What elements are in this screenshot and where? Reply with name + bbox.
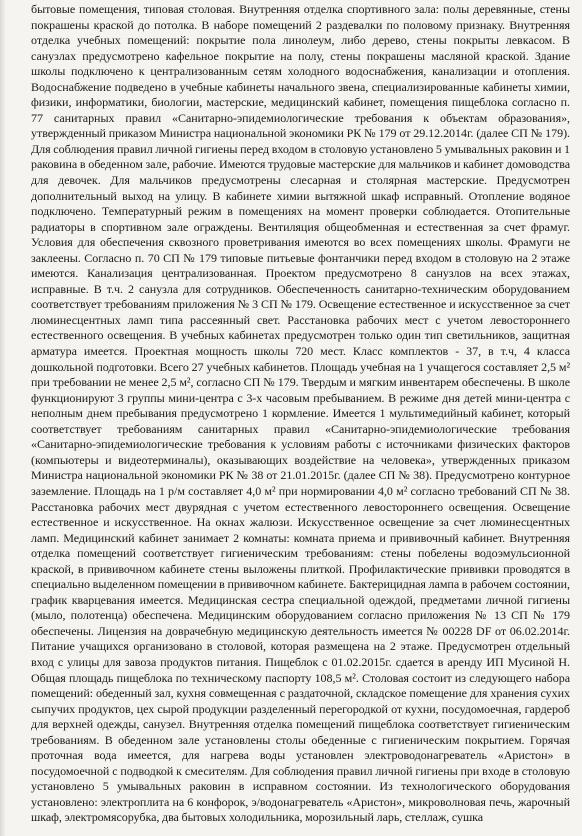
document-body-text: бытовые помещения, типовая столовая. Внутренняя отделка спортивного зала: полы деревянные, стены покрашены краской до потолка. В наборе помещений 2 раздевалки по половому признаку. Внутренняя отделка учебных помещений: покрытие пола линолеум, либо дерево, стены покрыты левкасом. В санузлах предусмотрено кафельное покрытие на полу, стены покрашены масляной краской. Здание школы подключено к централизованным сетям холодного водоснабжения, канализации и отопления. Водоснабжение подведено в учебные кабинеты начального звена, специализированные кабинеты химии, физики, информатики, биологии, мастерские, медицинский кабинет, помещения пищеблока согласно п. 77 санитарных правил «Санитарно-эпидемиологические требования к объектам образования», утвержденный приказом Министра национальной экономики РК № 179 от 29.12.2014г. (далее СП № 179). Для соблюдения правил личной гигиены перед входом в столовую установлено 5 умывальных раковин и 1 раковина в обеденном зале, рабочие. Имеются трудовые мастерские для мальчиков и кабинет домоводства для девочек. Для мальчиков предусмотрены слесарная и столярная мастерские. Предусмотрен дополнительный выход на улицу. В кабинете химии вытяжной шкаф исправный. Отопление водяное подключено. Температурный режим в помещениях на момент проверки соблюдается. Отопительные радиаторы в спортивном зале ограждены. Вентиляция общеобменная и естественная за счет фрамуг. Условия для обеспечения сквозного проветривания имеются во всех помещениях школы. Фрамуги не заклеены. Согласно п. 70 СП № 179 типовые питьевые фонтанчики перед входом в столовую на 2 этаже имеются. Канализация централизованная. Проектом предусмотрено 8 санузлов на всех этажах, исправные. В т.ч. 2 санузла для сотрудников. Обеспеченность санитарно-техническим оборудованием соответствует требованиям приложения № 3 СП № 179. Освещение естественное и искусственное за счет люминесцентных ламп типа рассеянный свет. Расстановка рабочих мест с учетом левостороннего естественного освещения. В учебных кабинетах предусмотрен только один тип светильников, защитная арматура имеется. Проектная мощность школы 720 мест. Класс комплектов - 37, в т.ч, 4 класса дошкольной подготовки. Всего 27 учебных кабинетов. Площадь учебная на 1 учащегося составляет 2,5 м² при требовании не менее 2,5 м², согласно СП № 179. Твердым и мягким инвентарем обеспечены. В школе функционируют 3 группы мини-центра с 3-х часовым пребыванием. В режиме дня детей мини-центра с неполным днем пребывания предусмотрено 1 кормление. Имеется 1 мультимедийный кабинет, который соответствует требованиям санитарных правил «Санитарно-эпидемиологические требования «Санитарно-эпидемиологические требования к условиям работы с источниками физических факторов (компьютеры и видеотерминалы), оказывающих воздействие на человека», утвержденных приказом Министра национальной экономики РК № 38 от 21.01.2015г. (далее СП № 38). Предусмотрено контурное заземление. Площадь на 1 р/м составляет 4,0 м² при нормировании 4,0 м² согласно требований СП № 38. Расстановка рабочих мест двурядная с учетом естественного левостороннего освещения. Освещение естественное и искусственное. На окнах жалюзи. Искусственное освещение за счет люминесцентных ламп. Медицинский кабинет занимает 2 комнаты: комната приема и прививочный кабинет. Внутренняя отделка помещений соответствует гигиеническим требованиям: стены побелены водоэмульсионной краской, в прививочном кабинете стены выложены плиткой. Профилактические прививки проводятся в специально выделенном помещении в прививочном кабинете. Бактерицидная лампа в рабочем состоянии, график кварцевания имеется. Медицинская сестра специальной одеждой, предметами личной гигиены (мыло, полотенца) обеспечена. Медицинским оборудованием согласно приложения № 13 СП № 179 обеспечены. Лицензия на доврачебную медицинскую деятельность имеется № 00228 DF от 06.02.2014г. Питание учащихся организовано в столовой, которая размещена на 2 этаже. Предусмотрен отдельный вход с улицы для завоза продуктов питания. Пищеблок с 01.02.2015г. сдается в аренду ИП Мусиной Н. Общая площадь пищеблока по техническому паспорту 108,5 м². Столовая состоит из следующего набора помещений: обеденный зал, кухня совмещенная с раздаточной, складское помещение для хранения сухих сыпучих продуктов, цех сырой продукции разделенный перегородкой от кухни, посудомоечная, гардероб для верхней одежды, санузел. Внутренняя отделка помещений пищеблока соответствует гигиеническим требованиям. В обеденном зале установлены столы обеденные с гигиеническим покрытием. Горячая проточная вода имеется, для нагрева воды установлен электроводонагреватель «Аристон» в посудомоечной с подводкой к смесителям. Для соблюдения правил личной гигиены при входе в столовую установлено 5 умывальных раковин в исправном состоянии. Из технологического оборудования установлено: электроплита на 6 конфорок, э/водонагреватель «Аристон», микроволновая печь, жарочный шкаф, электромясорубка, два бытовых холодильника, морозильный ларь, стеллаж, сушка [31,2,570,825]
